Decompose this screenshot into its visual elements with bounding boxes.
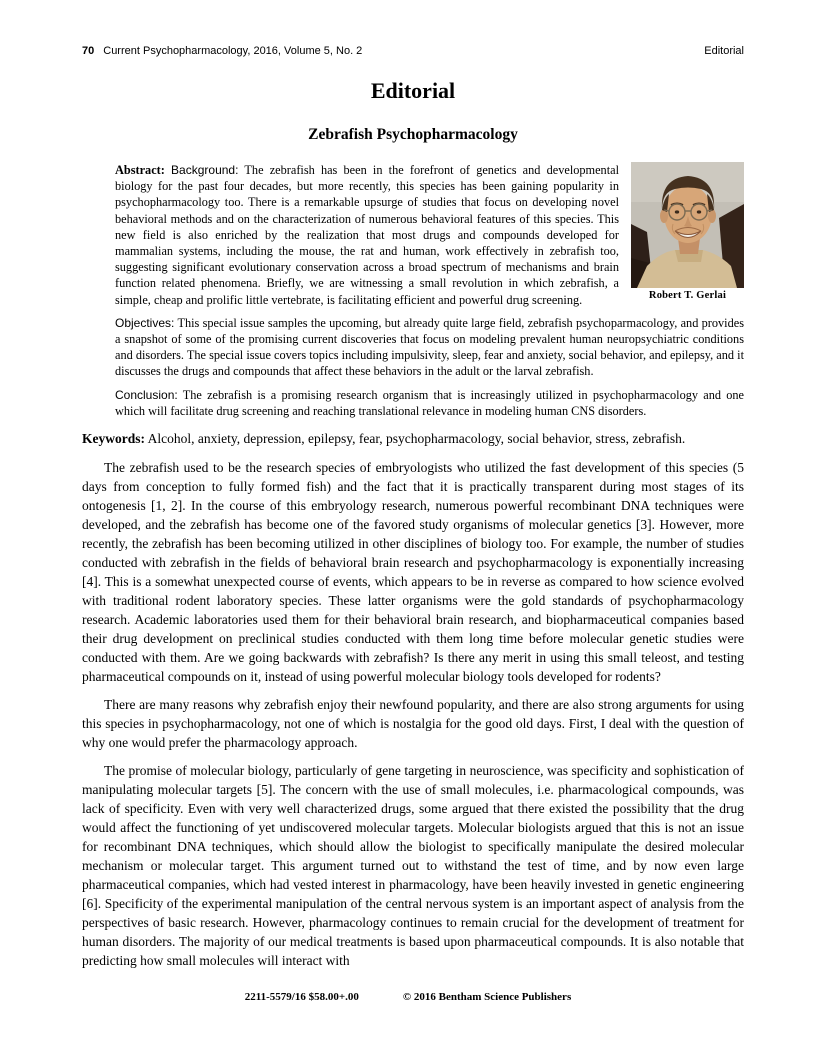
- body-paragraph-2: There are many reasons why zebrafish enjoy their newfound popularity, and there are also strong arguments for using this species in psychopharmacology, not one of which is nostalgia for the good old days. First, I deal with the question of why one would prefer the pharmacology approach.: [82, 697, 744, 751]
- body-paragraph-3: The promise of molecular biology, particularly of gene targeting in neuroscience, was specificity and sophistication of manipulating molecular targets [5]. The concern with the use of small molecules, i.e. pharmacological compounds, was lack of specificity. Even with very well characterized drugs, some argued that there existed the possibility that the drug would affect the functioning of yet undiscovered molecular targets. Molecular biologists argued that this is not an issue for recombinant DNA techniques, which should allow the biologist to specifically manipulate the desired molecular mechanism or molecular target. This argument turned out to withstand the test of time, and by now even large pharmaceutical companies, which had vested interest in pharmacology, have been heavily invested in genetic engineering [6]. Specificity of the experimental manipulation of the central nervous system is an important aspect of analysis from the perspectives of basic research. However, pharmacology continues to remain crucial for the development of treatment for human disorders. The majority of our medical treatments is based upon pharmaceutical compounds. It is also notable that predicting how small molecules will interact with: [82, 763, 744, 969]
- body-paragraph-1: The zebrafish used to be the research species of embryologists who utilized the fast development of this species (5 days from conception to fully formed fish) and the fact that it is practically transparent during most stages of its ontogenesis [1, 2]. In the course of this embryology research, numerous powerful recombinant DNA techniques were developed, and the zebrafish has become one of the favored study organisms of molecular genetics [3]. However, more recently, the zebrafish has been becoming utilized in other disciplines of biology too. For example, the number of studies conducted with zebrafish in the fields of behavioral brain research and psychopharmacology is exponentially increasing [4]. This is a somewhat unexpected course of events, which appears to be in reverse as compared to how science evolved with traditional rodent laboratory species. These latter organisms were the gold standards of psychopharmacology research. Academic laboratories used them for their behavioral brain research, and biopharmaceutical companies based their drug development on preclinical studies conducted with them long time before molecular genetic studies were conducted with them. Are we going backwards with zebrafish? Is there any merit in using this small teleost, and testing pharmaceutical compounds on it, instead of using powerful molecular biology tools developed for rodents?: [82, 460, 744, 685]
- author-photo-box: [631, 162, 744, 302]
- abstract-label: Abstract:: [115, 163, 165, 177]
- abstract-block: [115, 162, 744, 419]
- copyright: © 2016 Bentham Science Publishers: [402, 991, 572, 1003]
- author-photo-caption: Robert T. Gerlai: [648, 290, 727, 301]
- keywords-text: Alcohol, anxiety, depression, epilepsy, fear, psychopharmacology, social behavior, stress, zebrafish.: [147, 431, 686, 447]
- issn-price: 2211-5579/16 $58.00+.00: [244, 991, 359, 1003]
- keywords-line: [82, 430, 744, 448]
- background-label: Background:: [171, 163, 239, 177]
- running-header: [82, 45, 744, 58]
- journal-info: Current Psychopharmacology, 2016, Volume 5, No. 2: [103, 45, 363, 57]
- abstract-objectives: [115, 315, 744, 380]
- conclusion-label: Conclusion:: [115, 387, 178, 402]
- abstract-conclusion: [115, 387, 744, 419]
- objectives-label: Objectives:: [115, 315, 175, 330]
- objectives-text: This special issue samples the upcoming, but already quite large field, zebrafish psychoparmacology, and provides a snapshot of some of the promising current discoveries that focus on modeling prevalent human neuropsychiatric conditions and disorders. The special issue covers topics including impulsivity, sleep, fear and anxiety, social behavior, and epilepsy, and it discusses the drugs and compounds that affect these behaviors in the adult or the larval zebrafish.: [115, 315, 744, 379]
- page-number: 70: [82, 45, 95, 57]
- keywords-label: Keywords:: [82, 431, 145, 447]
- conclusion-text: The zebrafish is a promising research organism that is increasingly utilized in psychopharmacology and one which will facilitate drug screening and reaching translational relevance in modeling human CNS disorders.: [115, 387, 744, 418]
- header-right: Editorial: [704, 45, 744, 57]
- article-section-title: Editorial: [370, 78, 456, 103]
- article-body: [82, 458, 744, 970]
- background-text: The zebrafish has been in the forefront of genetics and developmental biology for the past four decades, but more recently, this species has been gaining popularity in psychopharmacology too. There is a remarkable upsurge of studies that focus on developing novel behavioral methods and on the characterization of numerous behavioral features of this species. This new field is also enriched by the realization that most drugs and compounds developed for mammalian systems, including the mouse, the rat and human, work effectively in zebrafish too, suggesting significant evolutionary conservation across a broad spectrum of mechanisms and brain function related phenomena. Briefly, we are witnessing a small revolution in which zebrafish, a simple, cheap and prolific little vertebrate, is facilitating efficient and powerful drug screening.: [115, 163, 619, 307]
- header-left: [82, 45, 362, 58]
- author-photo: [631, 162, 744, 288]
- article-title: Zebrafish Psychopharmacology: [308, 126, 518, 143]
- page-footer: [0, 991, 816, 1004]
